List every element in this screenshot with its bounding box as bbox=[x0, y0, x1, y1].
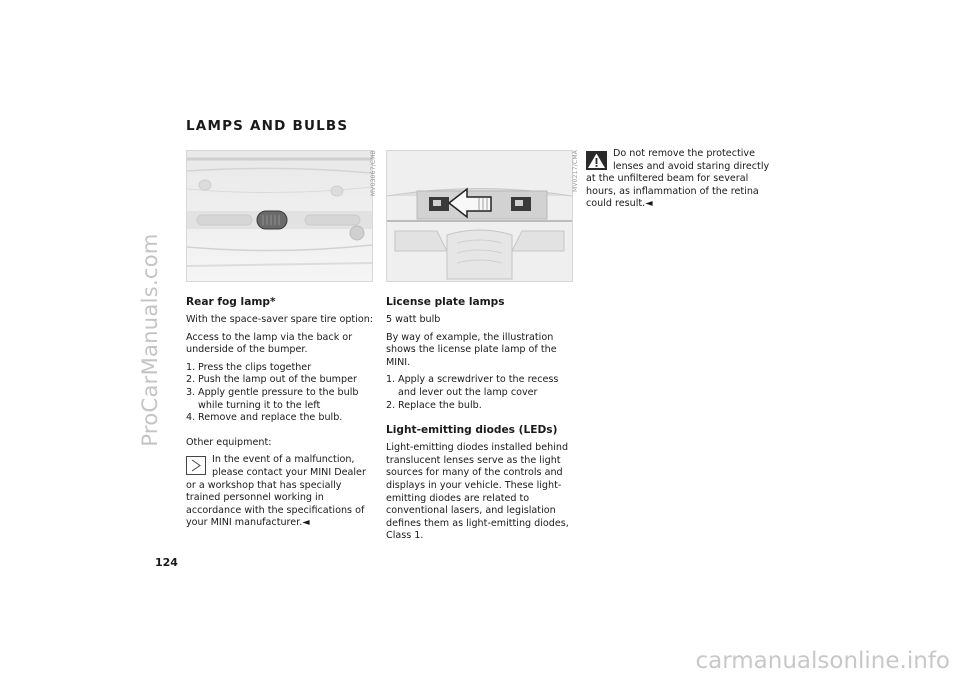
end-mark: ◄ bbox=[302, 517, 310, 529]
end-mark: ◄ bbox=[645, 198, 653, 210]
list-item: 3. Apply gentle pressure to the bulb while turning it to the left bbox=[186, 386, 359, 411]
led-warning bbox=[586, 148, 778, 211]
side-watermark: ProCarManuals.com bbox=[138, 233, 162, 447]
fog-lamp-figure bbox=[186, 150, 373, 282]
column-warning bbox=[586, 148, 778, 211]
bulb-spec: 5 watt bulb bbox=[386, 314, 441, 325]
page-number: 124 bbox=[155, 556, 178, 569]
figure-code-2: MV0217/CMA bbox=[572, 150, 579, 193]
list-item: 2. Push the lamp out of the bumper bbox=[186, 374, 357, 386]
leds-text: Light-emitting diodes installed behind translucent lenses serve as the light sources for many of the controls and displays in your vehicle. These light-emitting diodes are related to conventional lasers, and legislation defines them as light-emitting diodes, Class 1. bbox=[386, 442, 569, 542]
access-text: Access to the lamp via the back or underside of the bumper. bbox=[186, 331, 353, 356]
column-license-plate bbox=[386, 296, 578, 548]
rear-fog-lamp-heading: Rear fog lamp* bbox=[186, 296, 276, 308]
license-plate-steps bbox=[386, 374, 578, 412]
warning-text: Do not remove the protective lenses and avoid staring directly at the unfiltered beam for several hours, as inflammation of the retina could result. bbox=[586, 148, 770, 210]
fog-lamp-steps bbox=[186, 362, 378, 425]
dealer-note bbox=[186, 454, 378, 530]
list-item: 4. Remove and replace the bulb. bbox=[186, 412, 343, 424]
bottom-watermark: carmanualsonline.info bbox=[695, 648, 950, 674]
list-item: 2. Replace the bulb. bbox=[386, 399, 482, 411]
illustration-note: By way of example, the illustration shows the license plate lamp of the MINI. bbox=[386, 331, 557, 368]
license-plate-lamp-figure bbox=[386, 150, 573, 282]
section-title: LAMPS AND BULBS bbox=[186, 118, 349, 134]
other-equipment-label: Other equipment: bbox=[186, 436, 272, 448]
list-item: 1. Press the clips together bbox=[186, 361, 312, 373]
arrow-note-icon bbox=[186, 456, 206, 475]
list-item: 1. Apply a screwdriver to the recess and lever out the lamp cover bbox=[386, 374, 559, 398]
column-rear-fog-lamp bbox=[186, 296, 378, 530]
license-plate-lamps-heading: License plate lamps bbox=[386, 296, 505, 308]
dealer-note-text: In the event of a malfunction, please contact your MINI Dealer or a workshop that has specially trained personnel working in accordance with the specifications of your MINI manufacturer. bbox=[186, 454, 366, 529]
spare-tire-intro: With the space-saver spare tire option: bbox=[186, 314, 374, 325]
leds-heading: Light-emitting diodes (LEDs) bbox=[386, 424, 558, 437]
warning-triangle-icon bbox=[586, 151, 607, 170]
figure-code-1: MV03067/CMB bbox=[370, 150, 377, 197]
